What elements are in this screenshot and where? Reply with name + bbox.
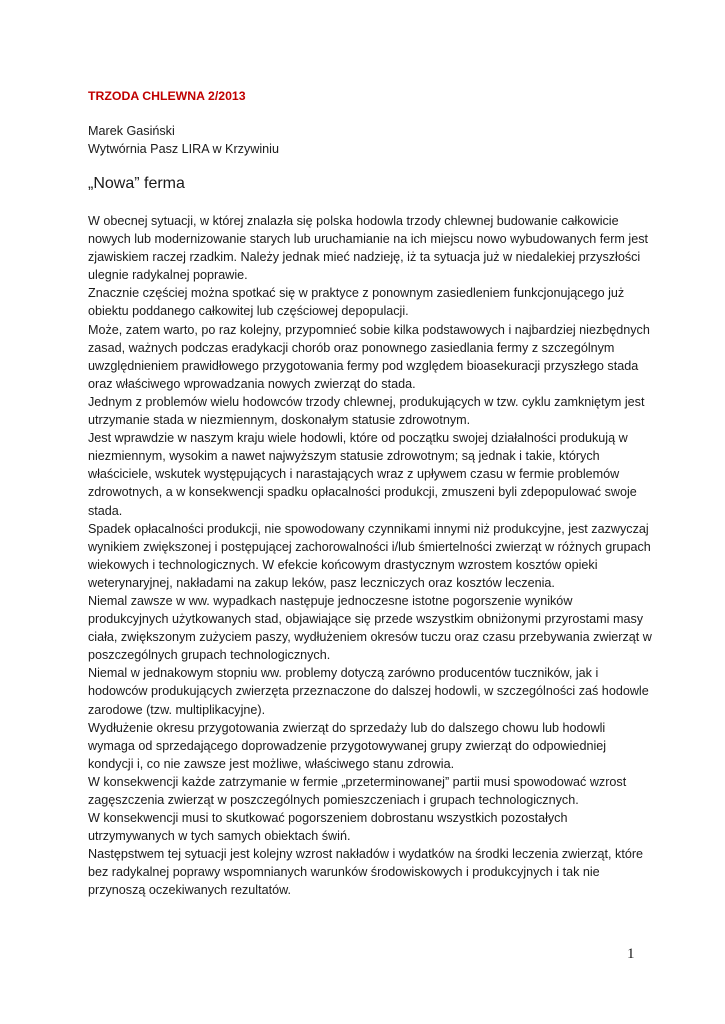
paragraph: W konsekwencji musi to skutkować pogorszeniem dobrostanu wszystkich pozostałych utrzymywanych w tych samych obiektach świń. bbox=[88, 811, 568, 844]
article-body bbox=[88, 212, 654, 900]
paragraph: Wydłużenie okresu przygotowania zwierząt do sprzedaży lub do dalszego chowu lub hodowli wymaga od sprzedającego doprowadzenie przygotowywanej grupy zwierząt do odpowiedniej kondycji i, co nie zawsze jest możliwe, właściwego stanu zdrowia. bbox=[88, 720, 607, 771]
paragraph: Następstwem tej sytuacji jest kolejny wzrost nakładów i wydatków na środki leczenia zwierząt, które bez radykalnej poprawy wspomnianych warunków środowiskowych i produkcyjnych i tak nie przynoszą oczekiwanych rezultatów. bbox=[88, 847, 644, 898]
paragraph: Jednym z problemów wielu hodowców trzody chlewnej, produkujących w tzw. cyklu zamkniętym jest utrzymanie stada w niezmiennym, doskonałym statusie zdrowotnym. bbox=[88, 394, 645, 428]
article-title: „Nowa” ferma bbox=[88, 175, 185, 192]
paragraph: W konsekwencji każde zatrzymanie w fermie „przeterminowanej” partii musi spowodować wzrost zagęszczenia zwierząt w poszczególnych pomieszczeniach i grupach technologicznych. bbox=[88, 774, 627, 807]
paragraph: Niemal zawsze w ww. wypadkach następuje jednoczesne istotne pogorszenie wyników produkcyjnych użytkowanych stad, objawiające się przede wszystkim obniżonymi przyrostami masy ciała, zwiększonym zużyciem paszy, wydłużeniem okresów tuczu oraz czasu przebywania zwierząt w poszczególnych grupach technologicznych. bbox=[88, 593, 652, 663]
paragraph: Jest wprawdzie w naszym kraju wiele hodowli, które od początku swojej działalności produkują w niezmiennym, wysokim a nawet najwyższym statusie zdrowotnym; są jednak i takie, których właściciele, wskutek występujących i narastających wraz z upływem czasu w fermie problemów zdrowotnych, a w konsekwencji spadku opłacalności produkcji, zmuszeni byli zdepopulować swoje stada. bbox=[88, 431, 637, 518]
page-number: 1 bbox=[627, 946, 635, 962]
paragraph: Znacznie częściej można spotkać się w praktyce z ponownym zasiedleniem funkcjonującego już obiektu poddanego całkowitej lub częściowej depopulacji. bbox=[88, 286, 625, 319]
paragraph: Spadek opłacalności produkcji, nie spowodowany czynnikami innymi niż produkcyjne, jest zazwyczaj wynikiem zwiększonej i postępującej zachorowalności i/lub śmiertelności zwierząt w różnych grupach wiekowych i technologicznych. W efekcie końcowym drastycznym wzrostem kosztów opieki weterynaryjnej, nakładami na zakup leków, pasz leczniczych oraz kosztów leczenia. bbox=[88, 521, 651, 590]
author-name: Marek Gasiński bbox=[88, 124, 175, 138]
page-content bbox=[88, 87, 654, 900]
paragraph: W obecnej sytuacji, w której znalazła się polska hodowla trzody chlewnej budowanie całkowicie nowych lub modernizowanie starych lub uruchamianie na ich miejscu nowo wybudowanych ferm jest zjawiskiem raczej rzadkim. Należy jednak mieć nadzieję, iż ta sytuacja już w niedalekiej przyszłości ulegnie radykalnej poprawie. bbox=[88, 214, 648, 283]
paragraph: Może, zatem warto, po raz kolejny, przypomnieć sobie kilka podstawowych i najbardziej niezbędnych zasad, ważnych podczas eradykacji chorób oraz ponownego zasiedlania fermy z szczególnym uwzględnieniem prawidłowego przygotowania fermy pod względem bioasekuracji przyszłego stada oraz właściwego wprowadzania nowych zwierząt do stada. bbox=[88, 322, 650, 391]
journal-header: TRZODA CHLEWNA 2/2013 bbox=[88, 89, 246, 103]
paragraph: Niemal w jednakowym stopniu ww. problemy dotyczą zarówno producentów tuczników, jak i hodowców produkujących zwierzęta przeznaczone do dalszej hodowli, w szczególności zaś hodowle zarodowe (tzw. multiplikacyjne). bbox=[88, 666, 649, 717]
author-affiliation: Wytwórnia Pasz LIRA w Krzywiniu bbox=[88, 142, 279, 156]
author-block bbox=[88, 122, 654, 158]
